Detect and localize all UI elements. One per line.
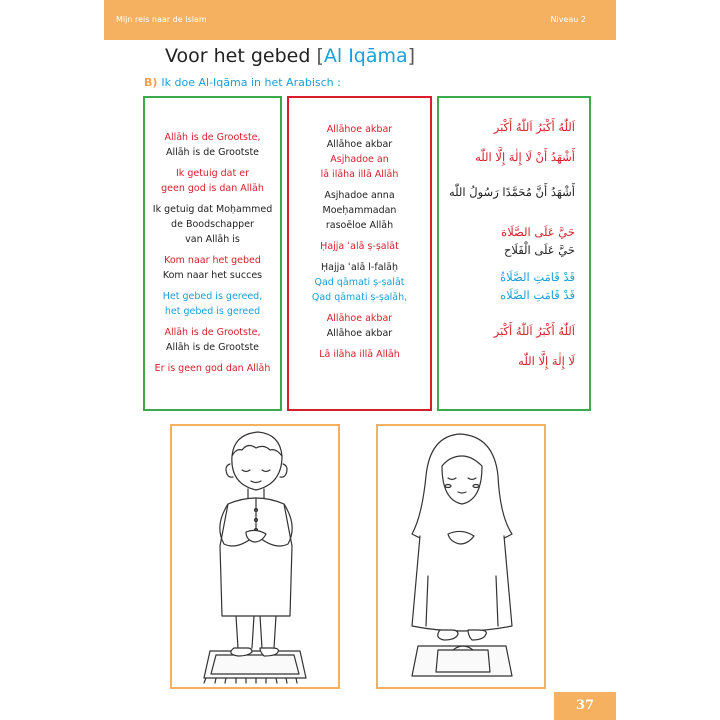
- page-title: [165, 45, 415, 67]
- arabic-line: أَشْهَدُ أَنْ لَا إِلٰهَ إِلَّا اللّٰه: [475, 150, 575, 164]
- translit-line: Allāhoe akbar: [326, 139, 393, 150]
- boy-praying-illustration: [170, 424, 340, 689]
- dutch-line: Allāh is de Grootste,: [164, 132, 261, 143]
- page-title-main: Voor het gebed: [165, 45, 317, 67]
- title-bracket-close: ]: [407, 45, 416, 67]
- page-number: 37: [575, 698, 595, 713]
- level-label: Niveau 2: [550, 15, 586, 24]
- section-subtitle: [144, 76, 341, 89]
- dutch-translation-box: [143, 96, 282, 411]
- title-bracket-open: [: [316, 45, 324, 67]
- translit-line: Asjhadoe anna: [324, 190, 395, 201]
- dutch-line: geen god is dan Allāh: [161, 183, 264, 194]
- translit-line: Allāhoe akbar: [326, 124, 393, 135]
- page-number-box: [554, 692, 616, 720]
- translit-line: Asjhadoe an: [330, 154, 389, 165]
- dutch-line: Het gebed is gereed,: [162, 291, 263, 302]
- arabic-line: اَللّٰهُ أَكْبَرُ اَللّٰهُ أَكْبَر: [493, 120, 575, 134]
- arabic-line: اَللّٰهُ أَكْبَرُ اَللّٰهُ أَكْبَر: [493, 324, 575, 338]
- section-letter: B): [144, 76, 158, 89]
- dutch-line: Er is geen god dan Allāh: [154, 363, 271, 374]
- arabic-line: حَيَّ عَلَى الْفَلَاح: [503, 243, 575, 257]
- translit-line: Ḥajja ʿalā ṣ-ṣalāt: [320, 241, 399, 252]
- dutch-line: Ik getuig dat Moḥammed: [152, 204, 273, 215]
- dutch-line: de Boodschapper: [171, 219, 254, 230]
- dutch-line: Allāh is de Grootste,: [164, 327, 261, 338]
- arabic-line: لَا إِلٰهَ إِلَّا اللّٰه: [518, 354, 575, 368]
- dutch-line: Kom naar het gebed: [164, 255, 261, 266]
- arabic-line: أَشْهَدُ أَنَّ مُحَمَّدًا رَسُولُ اللّٰه: [448, 185, 575, 199]
- section-subtitle-text: Ik doe Al-Iqāma in het Arabisch :: [161, 76, 341, 89]
- header-bar: [104, 0, 616, 40]
- book-title: Mijn reis naar de Islam: [116, 15, 207, 24]
- translit-line: Allāhoe akbar: [326, 313, 393, 324]
- girl-praying-illustration: [376, 424, 546, 689]
- boy-drawing: [172, 426, 338, 687]
- dutch-line: Ik getuig dat er: [176, 168, 249, 179]
- translit-line: Qad qāmati ṣ-ṣalāt: [314, 277, 405, 288]
- translit-line: Lā ilāha illā Allāh: [319, 349, 400, 360]
- translit-line: Ḥajja ʿalā l-falāḥ: [320, 262, 399, 273]
- dutch-line: Kom naar het succes: [162, 270, 263, 281]
- title-term: Al Iqāma: [323, 45, 408, 67]
- translit-line: Moeḥammadan: [322, 205, 397, 216]
- translit-line: Qad qāmati ṣ-ṣalāh,: [311, 292, 408, 303]
- translit-line: Allāhoe akbar: [326, 328, 393, 339]
- arabic-line: قَدْ قَامَتِ الصَّلَاةُ: [500, 270, 575, 284]
- dutch-line: het gebed is gereed: [164, 306, 261, 317]
- dutch-line: Allāh is de Grootste: [165, 147, 260, 158]
- transliteration-box: [287, 96, 432, 411]
- arabic-line: حَيَّ عَلَى الصَّلَاة: [501, 225, 575, 239]
- arabic-line: قَدْ قَامَتِ الصَّلَاه: [500, 288, 575, 302]
- dutch-line: Allāh is de Grootste: [165, 342, 260, 353]
- girl-drawing: [378, 426, 544, 687]
- translit-line: lā ilāha illā Allāh: [320, 169, 399, 180]
- arabic-text-box: [437, 96, 591, 411]
- dutch-line: van Allāh is: [185, 234, 240, 245]
- translit-line: rasoēloe Allāh: [325, 220, 394, 231]
